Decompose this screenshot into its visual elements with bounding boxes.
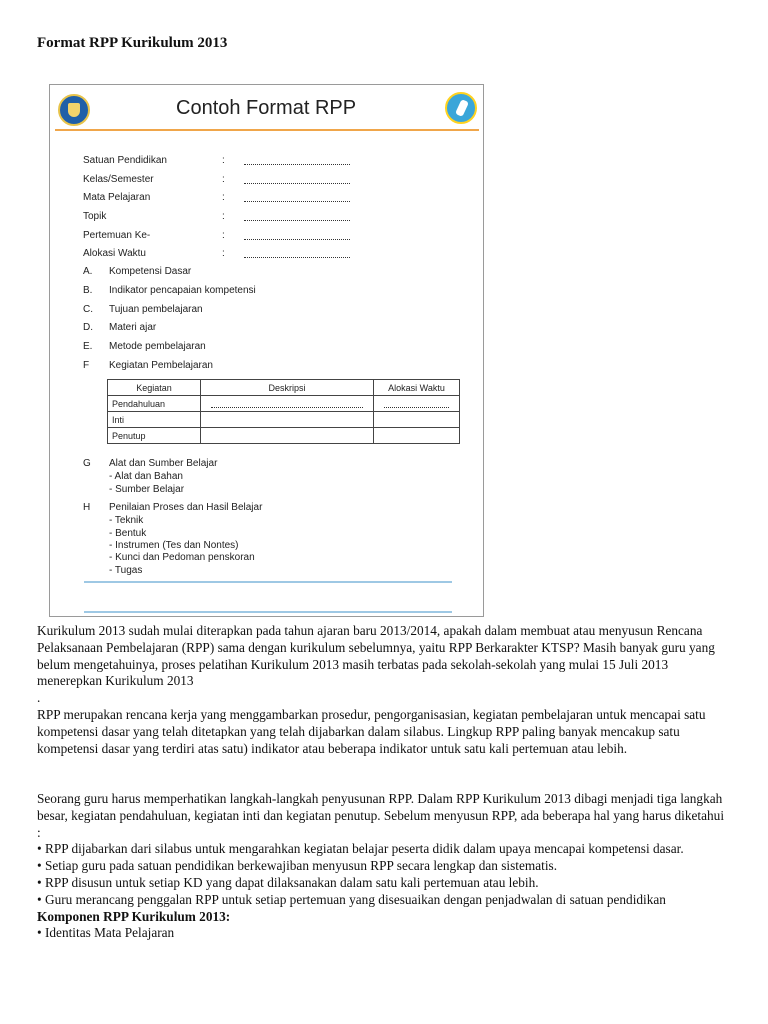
field-dotted-line	[244, 220, 350, 221]
section-text: Kompetensi Dasar	[109, 266, 192, 277]
section-sub-item: - Alat dan Bahan	[109, 471, 183, 482]
field-colon: :	[222, 248, 225, 259]
footer-line	[84, 611, 452, 613]
section-sub-item: - Sumber Belajar	[109, 484, 185, 495]
table-row	[108, 428, 460, 444]
section-text: Metode pembelajaran	[109, 341, 206, 352]
kegiatan-table	[107, 379, 460, 444]
figure-heading: Contoh Format RPP	[176, 97, 357, 119]
table-header-row	[108, 380, 460, 396]
komponen-heading: Komponen RPP Kurikulum 2013:	[37, 908, 231, 924]
section-text: Materi ajar	[109, 322, 157, 333]
field-label: Topik	[83, 211, 107, 222]
field-label: Kelas/Semester	[83, 174, 154, 185]
table-row	[108, 396, 460, 412]
section-letter: F	[83, 360, 90, 371]
field-colon: :	[222, 174, 225, 185]
field-dotted-line	[244, 257, 350, 258]
list-item: • RPP dijabarkan dari silabus untuk mengarahkan kegiatan belajar peserta didik dalam upaya mencapai kompetensi dasar.	[37, 841, 684, 857]
table-cell	[374, 428, 460, 444]
kemdikbud-logo-icon	[58, 94, 90, 126]
section-text: Tujuan pembelajaran	[109, 304, 203, 315]
table-cell: Penutup	[108, 428, 201, 444]
field-label: Satuan Pendidikan	[83, 155, 167, 166]
table-cell	[201, 428, 374, 444]
field-label: Alokasi Waktu	[83, 248, 146, 259]
section-text: Kegiatan Pembelajaran	[109, 360, 213, 371]
section-letter: A.	[83, 266, 93, 277]
tut-wuri-handayani-logo-icon	[445, 92, 477, 124]
table-header: Alokasi Waktu	[374, 380, 460, 396]
table-cell	[374, 412, 460, 428]
field-dotted-line	[244, 239, 350, 240]
heading-divider	[55, 129, 479, 131]
field-colon: :	[222, 192, 225, 203]
list-item: • Guru merancang penggalan RPP untuk setiap pertemuan yang disesuaikan dengan penjadwalan di satuan pendidikan	[37, 891, 666, 907]
table-cell: Inti	[108, 412, 201, 428]
section-text: Indikator pencapaian kompetensi	[109, 285, 256, 296]
list-item: • RPP disusun untuk setiap KD yang dapat dilaksanakan dalam satu kali pertemuan atau lebih.	[37, 874, 539, 890]
table-cell: Pendahuluan	[108, 396, 201, 412]
field-colon: :	[222, 155, 225, 166]
rpp-format-figure	[49, 84, 484, 617]
section-letter: H	[83, 502, 91, 513]
section-sub-item: - Teknik	[109, 515, 144, 526]
field-dotted-line	[244, 183, 350, 184]
field-colon: :	[222, 230, 225, 241]
document-title: Format RPP Kurikulum 2013	[37, 35, 228, 51]
section-letter: C.	[83, 304, 93, 315]
table-cell	[374, 396, 460, 412]
field-dotted-line	[244, 164, 350, 165]
paragraph-intro: Kurikulum 2013 sudah mulai diterapkan pada tahun ajaran baru 2013/2014, apakah dalam membuat atau menyusun Rencana Pelaksanaan Pembelajaran (RPP) sama dengan kurikulum sebelumnya, yaitu RPP Berkarakter KTSP? Masih banyak guru yang belum mengetahuinya, proses pelatihan Kurikulum 2013 masih terbatas pada sekolah-sekolah yang mulai 15 Juli 2013 menerepkan Kurikulum 2013 .	[37, 623, 715, 706]
field-label: Mata Pelajaran	[83, 192, 151, 203]
table-header: Deskripsi	[201, 380, 374, 396]
table-header: Kegiatan	[108, 380, 201, 396]
section-letter: G	[83, 458, 91, 469]
field-dotted-line	[244, 201, 350, 202]
section-sub-item: - Instrumen (Tes dan Nontes)	[109, 540, 239, 551]
footer-line	[84, 581, 452, 583]
table-cell	[201, 412, 374, 428]
paragraph-definition: RPP merupakan rencana kerja yang menggambarkan prosedur, pengorganisasian, kegiatan pembelajaran untuk mencapai satu kompetensi dasar yang telah ditetapkan yang telah dijabarkan dalam silabus. Lingkup RPP paling banyak mencakup satu kompetensi dasar yang terdiri atas satu) indikator atau beberapa indikator untuk satu kali pertemuan atau lebih.	[37, 707, 706, 756]
section-sub-item: - Bentuk	[109, 528, 147, 539]
paragraph-steps: Seorang guru harus memperhatikan langkah-langkah penyusunan RPP. Dalam RPP Kurikulum 2013 dibagi menjadi tiga langkah besar, kegiatan pendahuluan, kegiatan inti dan kegiatan penutup. Sebelum menyusun RPP, ada beberapa hal yang harus diketahui : • RPP dijabarkan dari silabus untuk mengarahkan kegiatan belajar peserta didik dalam upaya mencapai kompetensi dasar. • Setiap guru pada satuan pendidikan berkewajiban menyusun RPP secara lengkap dan sistematis. • RPP disusun untuk setiap KD yang dapat dilaksanakan dalam satu kali pertemuan atau lebih. • Guru merancang penggalan RPP untuk setiap pertemuan yang disesuaikan dengan penjadwalan di satuan pendidikan Komponen RPP Kurikulum 2013: • Identitas Mata Pelajaran	[37, 791, 731, 942]
section-letter: B.	[83, 285, 93, 296]
section-text: Penilaian Proses dan Hasil Belajar	[109, 502, 263, 513]
section-letter: E.	[83, 341, 93, 352]
table-cell	[201, 396, 374, 412]
table-row	[108, 412, 460, 428]
section-letter: D.	[83, 322, 93, 333]
field-label: Pertemuan Ke-	[83, 230, 151, 241]
section-sub-item: - Tugas	[109, 565, 143, 576]
list-item: • Setiap guru pada satuan pendidikan berkewajiban menyusun RPP secara lengkap dan sistematis.	[37, 858, 558, 874]
section-sub-item: - Kunci dan Pedoman penskoran	[109, 552, 255, 563]
list-item: • Identitas Mata Pelajaran	[37, 925, 175, 941]
field-colon: :	[222, 211, 225, 222]
section-text: Alat dan Sumber Belajar	[109, 458, 218, 469]
